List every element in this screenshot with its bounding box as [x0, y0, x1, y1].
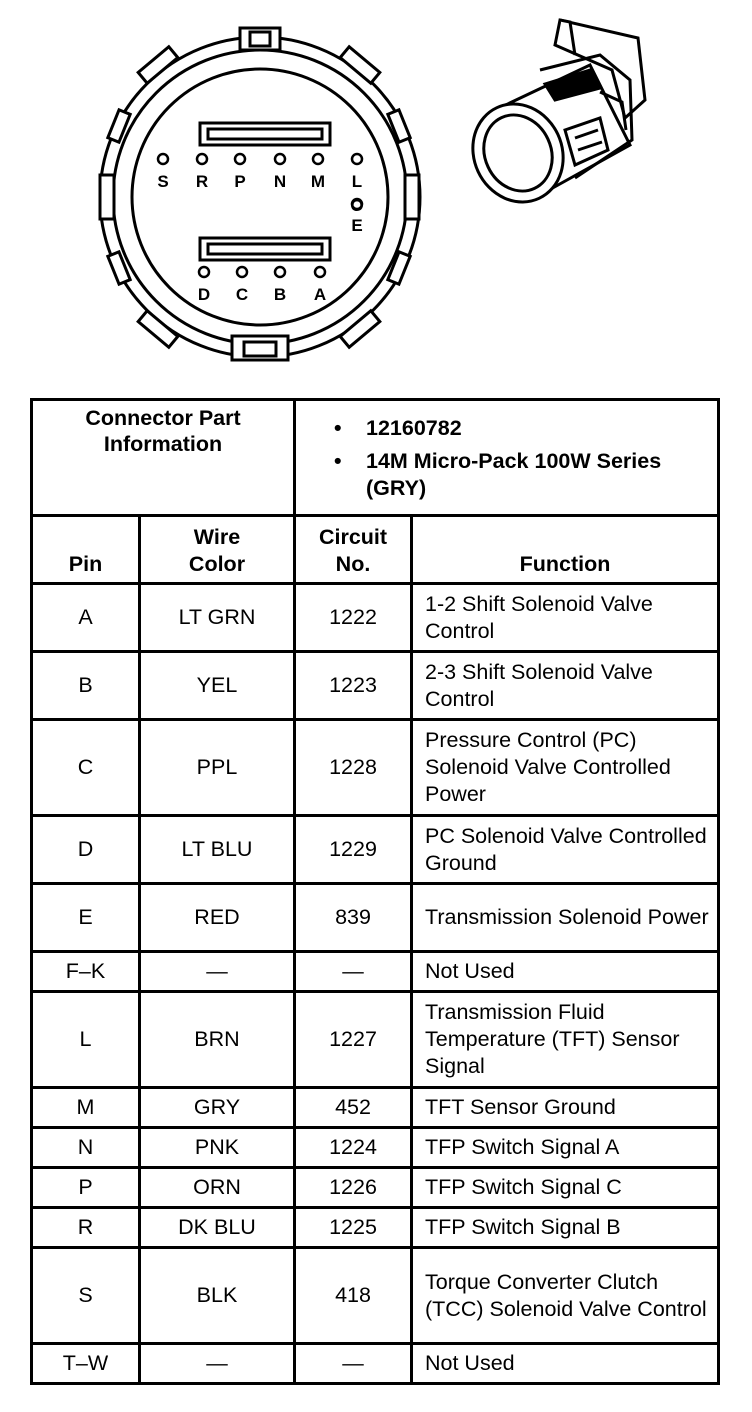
function-cell: 2-3 Shift Solenoid Valve Control: [412, 652, 719, 720]
circuit-cell: 1224: [295, 1128, 412, 1168]
circuit-cell: 1229: [295, 816, 412, 884]
table-row: [32, 952, 719, 992]
connector-info-label: [32, 400, 295, 516]
table-row: [32, 816, 719, 884]
function-cell: PC Solenoid Valve Controlled Ground: [412, 816, 719, 884]
wire-color-cell: PPL: [140, 720, 295, 816]
table-row: [32, 1248, 719, 1344]
pin-cell: M: [32, 1088, 140, 1128]
wire-color-cell: RED: [140, 884, 295, 952]
wire-color-cell: YEL: [140, 652, 295, 720]
connector-info-label-text: Connector Part Information: [85, 406, 241, 456]
connector-face: [100, 28, 420, 360]
circuit-cell: 452: [295, 1088, 412, 1128]
pin-label-c: C: [235, 285, 249, 304]
connector-diagram: [0, 0, 752, 390]
wire-color-cell: LT BLU: [140, 816, 295, 884]
function-cell: 1-2 Shift Solenoid Valve Control: [412, 584, 719, 652]
table-row: [32, 1088, 719, 1128]
pin-cell: D: [32, 816, 140, 884]
circuit-cell: 1223: [295, 652, 412, 720]
col-header-pin: Pin: [32, 516, 140, 584]
circuit-cell: 1225: [295, 1208, 412, 1248]
connector-3d-view: [457, 20, 645, 217]
pin-label-n: N: [273, 172, 287, 191]
pin-cell: B: [32, 652, 140, 720]
pin-label-p: P: [234, 172, 246, 191]
function-cell: Torque Converter Clutch (TCC) Solenoid Valve Control: [412, 1248, 719, 1344]
col-header-function: Function: [412, 516, 719, 584]
table-row: [32, 1128, 719, 1168]
pin-label-a: A: [313, 285, 327, 304]
table-row: [32, 1168, 719, 1208]
pin-cell: R: [32, 1208, 140, 1248]
circuit-cell: —: [295, 1344, 412, 1384]
pin-cell: L: [32, 992, 140, 1088]
function-cell: TFP Switch Signal A: [412, 1128, 719, 1168]
wire-color-cell: BRN: [140, 992, 295, 1088]
pin-label-l: L: [351, 172, 363, 191]
table-row: [32, 1344, 719, 1384]
function-cell: Transmission Fluid Temperature (TFT) Sensor Signal: [412, 992, 719, 1088]
function-cell: TFT Sensor Ground: [412, 1088, 719, 1128]
connector-series: • 14M Micro-Pack 100W Series (GRY): [334, 448, 711, 502]
col-header-circuit-no-text: Circuit No.: [318, 525, 388, 576]
function-cell: Transmission Solenoid Power: [412, 884, 719, 952]
connector-part-number: • 12160782: [334, 415, 711, 442]
wire-color-cell: —: [140, 952, 295, 992]
table-row: [32, 652, 719, 720]
pin-cell: E: [32, 884, 140, 952]
function-cell: Not Used: [412, 1344, 719, 1384]
wire-color-cell: LT GRN: [140, 584, 295, 652]
pin-cell: F–K: [32, 952, 140, 992]
circuit-cell: 418: [295, 1248, 412, 1344]
connector-pinout-table: [30, 398, 720, 1385]
circuit-cell: 839: [295, 884, 412, 952]
pin-label-s: S: [157, 172, 169, 191]
pin-cell: P: [32, 1168, 140, 1208]
table-row: [32, 1208, 719, 1248]
col-header-wire-color: [140, 516, 295, 584]
circuit-cell: 1228: [295, 720, 412, 816]
wire-color-cell: —: [140, 1344, 295, 1384]
table-header-row: [32, 516, 719, 584]
pin-label-e: E: [351, 216, 363, 235]
pin-cell: T–W: [32, 1344, 140, 1384]
pin-cell: C: [32, 720, 140, 816]
circuit-cell: 1227: [295, 992, 412, 1088]
function-cell: Not Used: [412, 952, 719, 992]
table-row: [32, 884, 719, 952]
table-row: [32, 720, 719, 816]
function-cell: TFP Switch Signal B: [412, 1208, 719, 1248]
col-header-circuit-no: [295, 516, 412, 584]
connector-info-list: [295, 400, 719, 516]
pin-label-b: B: [273, 285, 287, 304]
wire-color-cell: PNK: [140, 1128, 295, 1168]
circuit-cell: 1226: [295, 1168, 412, 1208]
table-row: [32, 992, 719, 1088]
pin-label-r: R: [195, 172, 209, 191]
circuit-cell: 1222: [295, 584, 412, 652]
pin-cell: S: [32, 1248, 140, 1344]
pin-label-d: D: [197, 285, 211, 304]
wire-color-cell: DK BLU: [140, 1208, 295, 1248]
pin-cell: A: [32, 584, 140, 652]
pin-label-o: O: [350, 196, 364, 215]
connector-info-row: [32, 400, 719, 516]
wire-color-cell: ORN: [140, 1168, 295, 1208]
function-cell: Pressure Control (PC) Solenoid Valve Controlled Power: [412, 720, 719, 816]
pin-label-m: M: [310, 172, 326, 191]
circuit-cell: —: [295, 952, 412, 992]
pin-cell: N: [32, 1128, 140, 1168]
col-header-wire-color-text: Wire Color: [188, 525, 246, 576]
wire-color-cell: BLK: [140, 1248, 295, 1344]
function-cell: TFP Switch Signal C: [412, 1168, 719, 1208]
table-row: [32, 584, 719, 652]
wire-color-cell: GRY: [140, 1088, 295, 1128]
